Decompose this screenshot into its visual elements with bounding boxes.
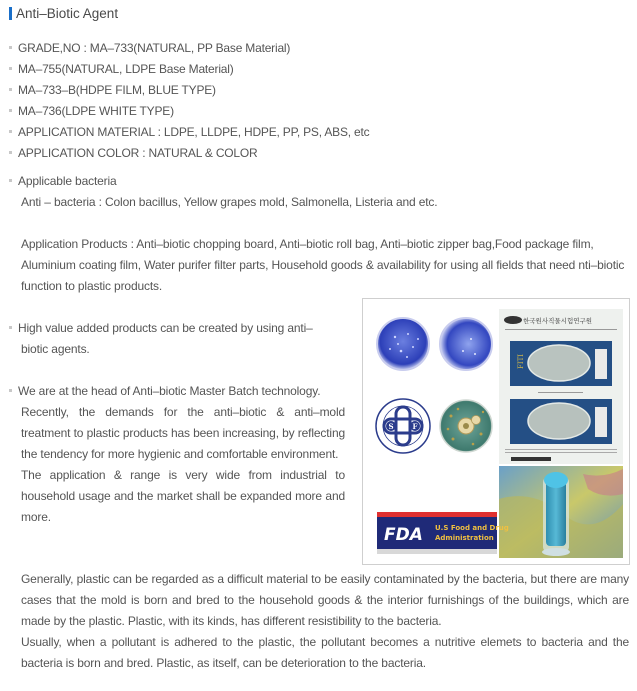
spec-item: MA–755(NATURAL, LDPE Base Material) (9, 59, 369, 80)
spec-item: APPLICATION MATERIAL : LDPE, LLDPE, HDPE, PP, PS, ABS, etc (9, 122, 369, 143)
para2-rest: Recently, the demands for the anti–biotic & anti–mold treatment to plastic products has been increasing, by reflecting the tendency for more hygienic and comfortable environment. (21, 405, 345, 461)
spec-item: APPLICATION COLOR : NATURAL & COLOR (9, 143, 369, 164)
petri-dish-blue-dense (377, 318, 429, 370)
bullet-icon (9, 109, 12, 112)
bottom-para2: Usually, when a pollutant is adhered to the plastic, the pollutant becomes a nutritive elemets to bacteria and the bacteria is born and bred. Plastic, as itself, can be deterioration to the bacteria. (21, 635, 629, 670)
bullet-icon (9, 88, 12, 91)
bacteria-text: Anti – bacteria : Colon bacillus, Yellow grapes mold, Salmonella, Listeria and etc. (21, 195, 438, 209)
certification-image-panel (362, 298, 630, 565)
para1-line1: High value added products can be created by using anti– (9, 318, 345, 339)
title-accent-bar (9, 7, 12, 20)
fda-name-line2: Administration (435, 534, 494, 542)
test-certificate-document (499, 309, 623, 464)
sf-left-letter: S (388, 422, 394, 431)
bacteria-heading: Applicable bacteria (9, 171, 437, 192)
image-collage (363, 299, 629, 564)
page-title (9, 6, 118, 21)
cert-label: FITI (517, 353, 525, 369)
bottom-text (21, 569, 629, 674)
cert-header-text: 한국원사직물시험연구원 (523, 317, 593, 325)
application-products-text: Application Products : Anti–biotic chopping board, Anti–biotic roll bag, Anti–biotic zipper bag,Food package film, Aluminium coating film, Water purifer filter parts, Household goods & availability for using all fields that need nti–biotic function to plastic products. (21, 237, 625, 293)
bullet-icon (9, 46, 12, 49)
fda-name-line1: U.S Food and Drug (435, 524, 509, 532)
sf-certification-seal (376, 399, 430, 453)
bottom-para1: Generally, plastic can be regarded as a difficult material to be easily contaminated by the bacteria, but there are many cases that the mold is born and bred to the household goods & the interior furnishings of the buildings, which are made by the plastic. Plastic, with its kinds, has different resistibility to the bacteria. (21, 572, 629, 628)
bullet-icon (9, 151, 12, 154)
bullet-icon (9, 389, 12, 392)
spec-list (9, 38, 369, 164)
bullet-icon (9, 326, 12, 329)
left-column-text (9, 318, 345, 528)
para2-line1: We are at the head of Anti–biotic Master Batch technology. (9, 381, 345, 402)
fda-logo-banner (377, 512, 509, 554)
applicable-bacteria-section (9, 171, 437, 213)
para3: The application & range is very wide from industrial to household usage and the market shall be expanded more and more. (21, 468, 345, 524)
page-title-text: Anti–Biotic Agent (16, 6, 119, 21)
bullet-icon (9, 67, 12, 70)
para1-line2: biotic agents. (21, 342, 90, 356)
spec-item: MA–733–B(HDPE FILM, BLUE TYPE) (9, 80, 369, 101)
petri-dish-mold (440, 400, 492, 452)
bullet-icon (9, 179, 12, 182)
petri-dish-blue-sparse (440, 318, 492, 370)
spec-item: GRADE,NO : MA–733(NATURAL, PP Base Material) (9, 38, 369, 59)
fda-logo-text: FDA (384, 525, 423, 545)
bullet-icon (9, 130, 12, 133)
sf-right-letter: F (412, 422, 418, 431)
masterbatch-glass-photo (499, 466, 623, 558)
spec-item: MA–736(LDPE WHITE TYPE) (9, 101, 369, 122)
